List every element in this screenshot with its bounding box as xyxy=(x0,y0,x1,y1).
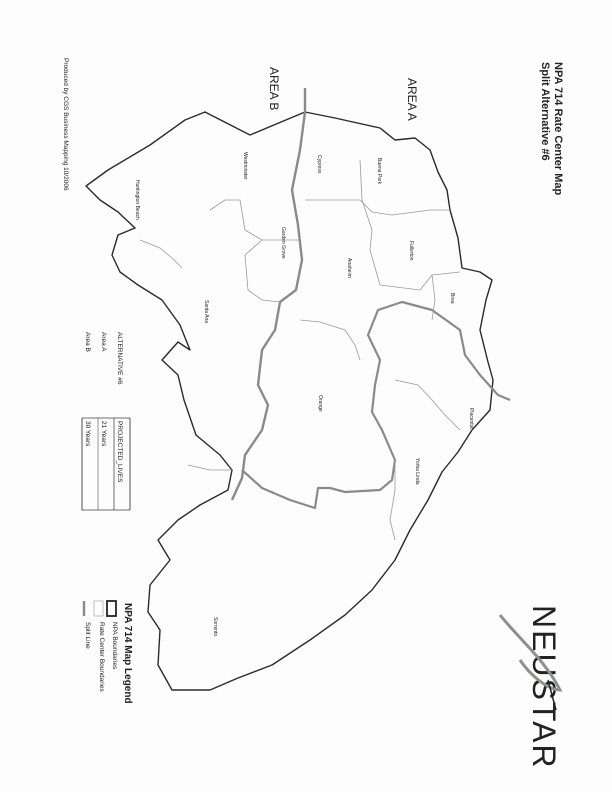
split-line-orange xyxy=(242,302,510,508)
city-westminster: Westminster xyxy=(242,152,248,180)
city-anaheim: Anaheim xyxy=(346,258,352,278)
rate-center-boundaries xyxy=(140,160,460,540)
map-legend xyxy=(84,601,133,704)
legend-item-rate-center: Rate Center Boundaries xyxy=(98,622,105,692)
city-santa-ana: Santa Ana xyxy=(203,300,209,324)
table-header-alternative: ALTERNATIVE #6 xyxy=(116,332,123,385)
legend-item-split-line: Split Line xyxy=(84,622,91,649)
map-title-line1: NPA 714 Rate Center Map xyxy=(552,62,564,196)
area-b-label: AREA B xyxy=(267,67,281,111)
table-row-area-a: Area A xyxy=(100,332,107,352)
city-garden-grove: Garden Grove xyxy=(280,227,286,259)
city-orange: Orange xyxy=(317,395,323,412)
city-fullerton: Fullerton xyxy=(408,241,414,261)
map-area xyxy=(86,88,510,690)
legend-item-npa: NPA Boundaries xyxy=(111,622,118,670)
legend-title: NPA 714 Map Legend xyxy=(122,603,133,704)
table-row-area-b-lives: 30 Years xyxy=(84,421,91,447)
split-line xyxy=(232,88,305,500)
city-sorrento: Sorrento xyxy=(212,617,218,637)
table-row-area-a-lives: 21 Years xyxy=(100,421,107,447)
city-yorba-linda: Yorba Linda xyxy=(414,458,420,485)
table-row-area-b: Area B xyxy=(84,332,91,352)
neustar-logo-text: NEUSTAR xyxy=(526,605,562,770)
footer-credit: Produced by CGS Business Mapping 10/2006 xyxy=(62,58,69,191)
map-title-line2: Split Alternative #6 xyxy=(539,62,551,161)
city-huntington-beach: Huntington Beach xyxy=(134,180,140,220)
city-labels xyxy=(134,152,474,636)
city-buena-park: Buena Park xyxy=(376,158,382,185)
table-header-projected-lives: PROJECTED_LIVES xyxy=(116,421,123,483)
city-cypress: Cypress xyxy=(316,155,322,174)
area-a-label: AREA A xyxy=(405,78,419,121)
legend-swatch-npa xyxy=(107,601,116,616)
projected-lives-table xyxy=(82,332,130,510)
legend-swatch-rate-center xyxy=(94,601,103,616)
npa-boundary xyxy=(86,112,493,690)
city-placentia: Placentia xyxy=(468,408,474,429)
city-brea: Brea xyxy=(449,293,455,304)
neustar-logo xyxy=(500,605,562,770)
